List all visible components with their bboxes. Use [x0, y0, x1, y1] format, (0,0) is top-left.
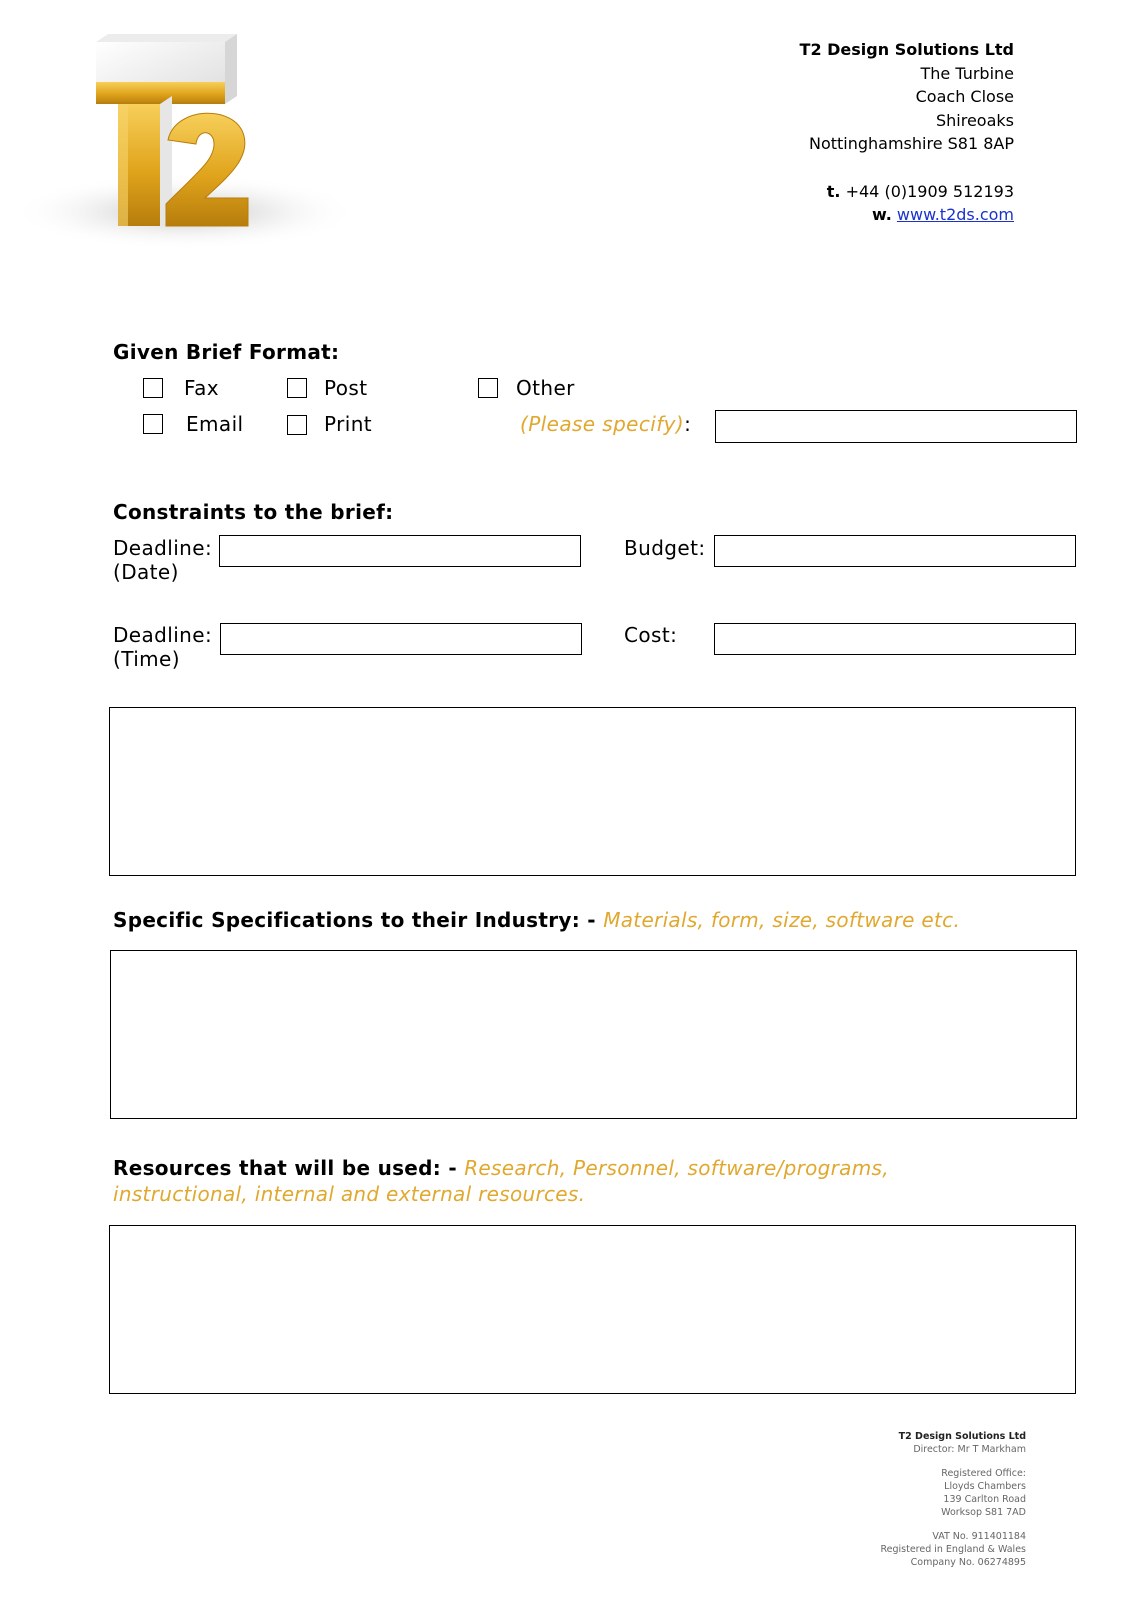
deadline-time-field[interactable]: [220, 623, 582, 655]
deadline-date-label: [113, 536, 212, 584]
print-checkbox[interactable]: [287, 415, 307, 435]
footer-office-line: Lloyds Chambers: [944, 1481, 1026, 1492]
resources-hint-line1: Research, Personnel, software/programs,: [464, 1156, 889, 1180]
deadline-time-sublabel: (Time): [113, 647, 180, 671]
resources-box[interactable]: [109, 1225, 1076, 1394]
fax-label: Fax: [184, 376, 219, 400]
t2-logo: [0, 5, 370, 270]
footer-registered-office: Registered Office:: [941, 1468, 1026, 1479]
specifications-box[interactable]: [110, 950, 1077, 1119]
specifications-heading: Specific Specifications to their Industry:: [113, 908, 581, 932]
web-prefix: w.: [871, 205, 892, 224]
phone-line: [800, 180, 1014, 204]
budget-label: Budget:: [624, 536, 706, 560]
other-label: Other: [516, 376, 575, 400]
address-line: The Turbine: [920, 63, 1014, 83]
deadline-date-sublabel: (Date): [113, 560, 179, 584]
t2-logo-graphic: [0, 5, 370, 270]
print-label: Print: [324, 412, 373, 436]
footer-registration: [880, 1430, 1026, 1569]
footer-office-line: Worksop S81 7AD: [941, 1507, 1026, 1518]
specifications-dash: -: [580, 908, 604, 932]
web-line: [800, 203, 1014, 227]
other-checkbox[interactable]: [478, 378, 498, 398]
footer-director: Director: Mr T Markham: [913, 1444, 1026, 1455]
please-specify-colon: :: [684, 412, 692, 436]
post-label: Post: [324, 376, 368, 400]
deadline-time-label-text: Deadline:: [113, 623, 213, 647]
constraints-notes-box[interactable]: [109, 707, 1076, 876]
other-specify-field[interactable]: [715, 410, 1077, 443]
deadline-date-label-text: Deadline:: [113, 536, 213, 560]
deadline-time-label: [113, 623, 212, 671]
website-link[interactable]: www.t2ds.com: [896, 205, 1014, 224]
logo-text: T2: [0, 5, 20, 24]
brief-format-heading: Given Brief Format:: [113, 340, 340, 364]
footer-company-no: Company No. 06274895: [910, 1557, 1026, 1568]
specifications-hint: Materials, form, size, software etc.: [603, 908, 961, 932]
address-line: Coach Close: [915, 87, 1014, 106]
address-line: Nottinghamshire S81 8AP: [808, 134, 1014, 153]
please-specify-hint: (Please specify): [520, 412, 685, 436]
resources-dash: -: [441, 1156, 465, 1180]
footer-company-name: T2 Design Solutions Ltd: [898, 1431, 1026, 1442]
fax-checkbox[interactable]: [143, 378, 163, 398]
budget-field[interactable]: [714, 535, 1076, 567]
resources-heading: Resources that will be used:: [113, 1156, 442, 1180]
resources-heading-block: [113, 1155, 889, 1207]
cost-label: Cost:: [624, 623, 678, 647]
post-checkbox[interactable]: [287, 378, 307, 398]
phone-prefix: t.: [826, 181, 841, 201]
company-address-block: [800, 38, 1014, 227]
footer-registered-in: Registered in England & Wales: [880, 1544, 1026, 1555]
footer-vat: VAT No. 911401184: [932, 1531, 1026, 1542]
company-name: T2 Design Solutions Ltd: [799, 40, 1014, 59]
resources-hint-line2: instructional, internal and external resources.: [113, 1182, 586, 1206]
please-specify-label: [520, 412, 691, 436]
constraints-heading: Constraints to the brief:: [113, 500, 394, 524]
email-checkbox[interactable]: [143, 414, 163, 434]
phone-number: +44 (0)1909 512193: [845, 181, 1014, 201]
email-label: Email: [186, 412, 244, 436]
address-line: Shireoaks: [935, 110, 1014, 130]
cost-field[interactable]: [714, 623, 1076, 655]
deadline-date-field[interactable]: [219, 535, 581, 567]
specifications-heading-line: [113, 908, 960, 932]
footer-office-line: 139 Carlton Road: [943, 1494, 1026, 1505]
